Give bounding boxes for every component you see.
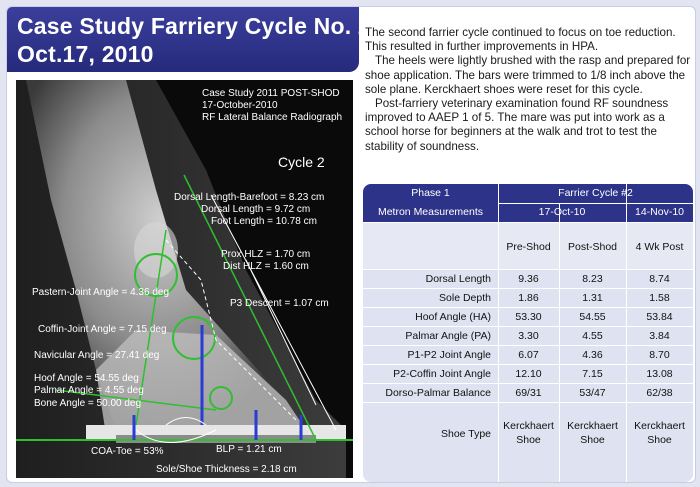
row-value: 13.08 <box>646 368 673 380</box>
prox-hlz-label: Prox HLZ = 1.70 cm <box>221 249 311 260</box>
row-value: 8.23 <box>582 273 603 285</box>
shoe-value-4wk: Kerckhaert <box>634 420 685 432</box>
radiograph-drawing <box>16 80 353 478</box>
title-line-2: Oct.17, 2010 <box>17 41 154 67</box>
radiograph-image <box>16 80 353 478</box>
foot-length-label: Foot Length = 10.78 cm <box>211 216 317 227</box>
row-label: Palmar Angle (PA) <box>405 330 491 342</box>
rad-cycle: Cycle 2 <box>278 154 325 170</box>
row-value: 54.55 <box>579 311 606 323</box>
coffin-angle-label: Coffin-Joint Angle = 7.15 deg <box>38 324 167 335</box>
coa-toe-label: COA-Toe = 53% <box>91 446 164 457</box>
row-value: 53.30 <box>515 311 542 323</box>
shoe-value-post-2: Shoe <box>580 434 605 446</box>
row-value: 69/31 <box>515 387 542 399</box>
dorsal-barefoot-label: Dorsal Length-Barefoot = 8.23 cm <box>174 192 325 203</box>
p3-descent-label: P3 Descent = 1.07 cm <box>230 298 329 309</box>
row-value: 1.31 <box>582 292 603 304</box>
sole-thickness-label: Sole/Shoe Thickness = 2.18 cm <box>156 464 297 475</box>
row-value: 1.86 <box>518 292 539 304</box>
dorsal-length-label: Dorsal Length = 9.72 cm <box>201 204 311 215</box>
date2-header: 14-Nov-10 <box>634 206 685 218</box>
article-panel <box>6 6 696 483</box>
paragraph-1: The second farrier cycle continued to focus on toe reduction. This resulted in further improvements in HPA. <box>365 26 676 54</box>
row-label: Sole Depth <box>439 292 491 304</box>
row-value: 8.70 <box>649 349 670 361</box>
row-label: P1-P2 Joint Angle <box>407 349 491 361</box>
palmar-angle-label: Palmar Angle = 4.55 deg <box>34 385 144 396</box>
row-label: Hoof Angle (HA) <box>415 311 491 323</box>
row-value: 62/38 <box>646 387 673 399</box>
date1-header: 17-Oct-10 <box>538 206 586 218</box>
paragraph-2: The heels were lightly brushed with the rasp and prepared for shoe application. The bars were trimmed to 1/8 inch above the sole plane. Kerckhaert shoes were reset for this cycle. <box>365 54 691 96</box>
metron-header: Metron Measurements <box>377 206 484 218</box>
bone-angle-label: Bone Angle = 50.00 deg <box>34 398 142 409</box>
row-value: 8.74 <box>649 273 670 285</box>
rad-header-1: Case Study 2011 POST-SHOD <box>202 88 340 99</box>
shoe-value-pre-2: Shoe <box>516 434 541 446</box>
row-value: 53/47 <box>579 387 606 399</box>
col-4wk-post: 4 Wk Post <box>635 241 684 253</box>
row-value: 7.15 <box>582 368 603 380</box>
row-value: 53.84 <box>646 311 673 323</box>
rad-header-2: 17-October-2010 <box>202 100 278 111</box>
navicular-angle-label: Navicular Angle = 27.41 deg <box>34 350 160 361</box>
shoe-value-4wk-2: Shoe <box>647 434 672 446</box>
title-banner <box>7 7 378 72</box>
col-pre-shod: Pre-Shod <box>506 241 551 253</box>
row-value: 9.36 <box>518 273 539 285</box>
phase-header: Phase 1 <box>411 187 450 199</box>
paragraph-3: Post-farriery veterinary examination found RF soundness improved to AAEP 1 of 5. The mare was put into work as a school horse for beginners at the walk and trot to test the stability of soundness. <box>365 97 669 153</box>
dist-hlz-label: Dist HLZ = 1.60 cm <box>223 261 309 272</box>
row-label: P2-Coffin Joint Angle <box>393 368 491 380</box>
measurements-table <box>363 184 693 482</box>
row-label: Dorsal Length <box>425 273 491 285</box>
shoe-type-label: Shoe Type <box>440 428 491 440</box>
shoe-value-post: Kerckhaert <box>567 420 618 432</box>
row-value: 3.30 <box>518 330 539 342</box>
row-value: 4.36 <box>582 349 603 361</box>
cycle-header: Farrier Cycle #2 <box>558 187 633 199</box>
col-post-shod: Post-Shod <box>567 241 618 253</box>
row-label: Dorso-Palmar Balance <box>385 387 491 399</box>
rad-header-3: RF Lateral Balance Radiograph <box>202 112 343 123</box>
article-text <box>365 26 693 154</box>
row-value: 4.55 <box>582 330 603 342</box>
blp-label: BLP = 1.21 cm <box>216 444 282 455</box>
title-line-1: Case Study Farriery Cycle No. 2, <box>17 13 378 39</box>
pastern-angle-label: Pastern-Joint Angle = 4.36 deg <box>32 287 170 298</box>
row-value: 12.10 <box>515 368 542 380</box>
shoe-value-pre: Kerckhaert <box>503 420 554 432</box>
hoof-angle-label: Hoof Angle = 54.55 deg <box>34 373 139 384</box>
row-value: 1.58 <box>649 292 670 304</box>
row-value: 3.84 <box>649 330 670 342</box>
row-value: 6.07 <box>518 349 539 361</box>
